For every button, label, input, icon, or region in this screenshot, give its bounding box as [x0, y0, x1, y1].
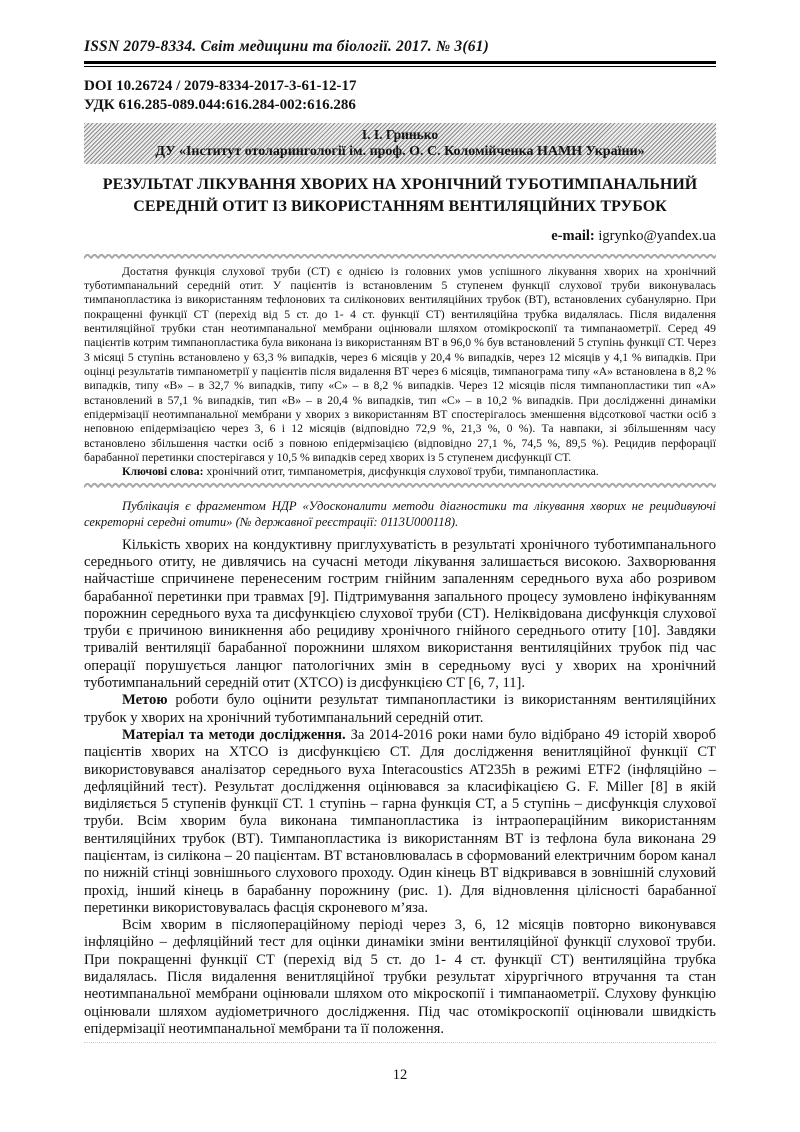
udc-line: УДК 616.285-089.044:616.284-002:616.286: [84, 96, 356, 113]
keywords-line: [84, 465, 716, 479]
abstract-text: Достатня функція слухової труби (СТ) є однією із головних умов успішного лікування хворих на хронічний туботимпанальний середній отит. У пацієнтів із встановленим 5 ступенем функції слухової труби виконувалась тимпанопластика із використанням тефлонових та силіконових вентиляційних трубок (ВТ), встановлених субанулярно. При покращенні функції СТ (перехід від 5 ст. до 1- 4 ст. функції СТ) вентиляційна трубка видалялась. Після видалення вентиляційної трубки стан неотимпанальної мембрани оцінювали шляхом отомікроскопії та тимпанаометрії. Серед 49 пацієнтів котрим тимпанопластика була виконана із використанням ВТ в 96,0 % був встановлений 5 ступінь функції СТ. Через 3 місяці 5 ступінь встановлено у 63,3 % випадків, через 6 місяців у 20,4 % випадків, через 12 місяців у 4,1 % випадків. При оцінці результатів тимпанометрії у пацієнтів після видалення ВТ через 6 місяців, тимпанограма типу «А» встановлена в 8,2 % випадків, типу «В» – в 32,7 % випадків, типу «С» – в 8,2 % випадків. Через 12 місяців після тимпанопластики тип «А» встановлений в 57,1 % випадків, тип «В» – в 20,4 % випадків, тип «С» – в 10,2 % випадків. При дослідженні динаміки епідермізації неотимпанальної мембрани у хворих з використанням ВТ спостерігалось зменшення відсоткової частки осіб з неповною епідермізацією через 3, 6 і 12 місяців (відповідно 72,9 %, 21,3 %, 0 %). Та навпаки, зі збільшенням часу встановлено збільшення частки осіб з повною епідермізацією (відповідно 27,1 %, 74,5 %, 89,5 %). Рецидив перфорації барабанної перетинки спостерігався у 10,5 % випадків серед хворих із 5 ступенем дисфункції СТ.: [84, 264, 716, 464]
abstract-section: [84, 265, 716, 480]
article-title-line1: РЕЗУЛЬТАТ ЛІКУВАННЯ ХВОРИХ НА ХРОНІЧНИЙ ТУБОТИМПАНАЛЬНИЙ: [102, 175, 698, 193]
doi-line: DOI 10.26724 / 2079-8334-2017-3-61-12-17: [84, 77, 357, 94]
body-paragraph-4: [84, 917, 716, 1038]
zigzag-separator-top: [84, 254, 716, 260]
author-affiliation: ДУ «Інститут отоларингології ім. проф. О. С. Коломійченка НАМН України»: [155, 143, 645, 159]
article-body: [84, 537, 716, 1039]
email-line: [84, 228, 716, 245]
author-name: І. І. Гринько: [361, 126, 439, 142]
header-rule-thin: [84, 66, 716, 67]
paragraph-4-text: Всім хворим в післяопераційному періоді через 3, 6, 12 місяців повторно виконувався інфляційно – дефляційний тест для оцінки динаміки зміни вентиляційної функції слухової труби. При покращенні функції СТ (перехід від 5 ст. до 1- 4 ст. функції СТ) вентиляційна трубка видалялась. Після видалення венитляційної трубки результат хірургічного втручання та стан неотимпанальної мембрани оцінювали шляхом ото мікроскопії і тимпанаометрії. Слухову функцію оцінювали шляхом аудіометричного дослідження. Під час отомікроскопії оцінювали швидкість епідермізації неотимпанальної мембрани та її положення.: [84, 917, 716, 1037]
zigzag-separator-keywords: [84, 483, 716, 489]
body-paragraph-2: [84, 692, 716, 727]
email-label: e-mail:: [551, 227, 595, 244]
header-rule-thick: [84, 61, 716, 64]
body-paragraph-3: [84, 727, 716, 917]
keywords-text: хронічний отит, тимпанометрія, дисфункція слухової труби, тимпанопластика.: [203, 465, 599, 479]
article-title: [84, 174, 716, 218]
paragraph-1-text: Кількість хворих на кондуктивну приглухуватість в результаті хронічного туботимпанального середнього отиту, не дивлячись на сучасні методи лікування залишається високою. Захворювання найчастіше спричинене перенесеним гострим гнійним запаленням середнього вуха або розривом барабанної перетинки при травмах [9]. Підтримування запального процесу зумовлено інфікуванням порожнин середнього вуха та дисфункцією слухової труби (СТ). Неліквідована дисфункція слухової труби є причиною виникнення або рецидиву хронічного гнійного середнього отиту [10]. Завдяки тривалій вентиляції барабанної порожнини шляхом використання вентиляційних трубок під час операції порушується ланцюг патологічних змін в середньому вусі у хворих на хронічний туботимпанальний середній отит (ХТСО) із дисфункцією СТ [6, 7, 11].: [84, 536, 716, 692]
email-address: igrynko@yandex.ua: [594, 227, 716, 244]
page-number: 12: [392, 1067, 408, 1084]
paragraph-3-lead: Матеріал та методи дослідження.: [122, 726, 346, 743]
keywords-label: Ключові слова:: [122, 465, 204, 479]
author-block: [84, 123, 716, 164]
ndr-note: Публікація є фрагментом НДР «Удосконалити методи діагностики та лікування хворих не рецидивуючі секреторні середні отити» (№ державної реєстрації: 0113U000118).: [84, 498, 716, 529]
paragraph-2-text: роботи було оцінити результат тимпанопластики із використанням вентиляційних трубок у хворих на хронічний туботимпанальний середній отит.: [84, 692, 716, 726]
article-title-line2: СЕРЕДНІЙ ОТИТ ІЗ ВИКОРИСТАННЯМ ВЕНТИЛЯЦІЙНИХ ТРУБОК: [133, 197, 667, 215]
bottom-dotted-rule: [84, 1042, 716, 1043]
paragraph-3-text: За 2014-2016 роки нами було відібрано 49 історій хвороб пацієнтів хворих на ХТСО із дисфункцією СТ. Для дослідження венитляційної функції СТ використовувався аналізатор середнього вуха Interacoustics AT235h в режимі ETF2 (інфляційно – дефляційний тест). Результат дослідження оцінювався за класифікацією G. F. Miller [8] в якій виділяється 5 ступенів функції СТ. 1 ступінь – гарна функція СТ, а 5 ступінь – дисфункція слухової труби. Всім хворим була виконана тимпанопластика із інтраопераційним використанням вентиляційних трубок (ВТ). Тимпанопластика із використанням ВТ із тефлона була виконана 29 пацієнтам, із силікона – 20 пацієнтам. ВТ встановлювалась в сформований електричним бором канал по нижній стінці зовнішнього слухового проходу. Один кінець ВТ відкривався в зовнішній слуховий прохід, інший кінець в барабанну порожнину (рис. 1). Для відновлення цілісності барабанної перетинки використовувалась фасція скроневого м’яза.: [84, 726, 716, 916]
paragraph-2-lead: Метою: [122, 692, 168, 709]
body-paragraph-1: [84, 537, 716, 693]
journal-issn-line: ISSN 2079-8334. Світ медицини та біології. 2017. № 3(61): [84, 38, 489, 55]
